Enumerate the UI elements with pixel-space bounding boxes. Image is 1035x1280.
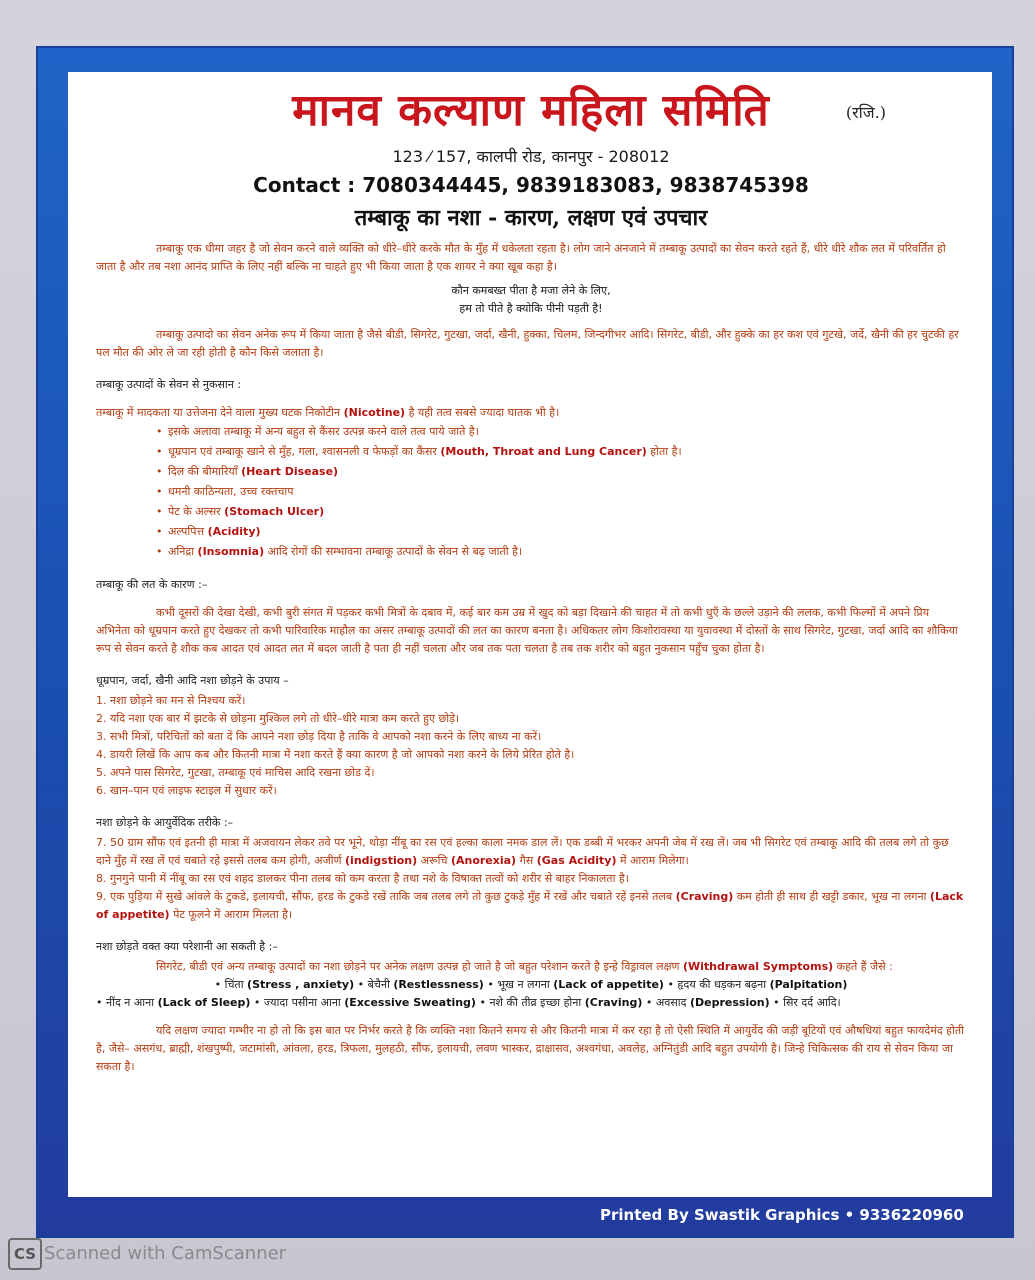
list-item: • धमनी काठिन्यता, उच्च रक्तचाप: [156, 482, 966, 502]
symptom: ज्यादा पसीना आना (Excessive Sweating): [263, 996, 476, 1009]
contact-numbers: Contact : 7080344445, 9839183083, 9838745398: [253, 173, 809, 197]
poster-panel: [68, 72, 992, 1197]
list-item: 2. यदि नशा एक बार में झटके से छोड़ना मुश्किल लगे तो धीरे–धीरे मात्रा कम करते हुए छोड़े।: [96, 712, 460, 725]
couplet-line-1: कौन कमबख्त पीता है मजा लेने के लिए,: [451, 284, 611, 297]
harm-list: [156, 422, 966, 562]
causes-paragraph: कभी दूसरों की देखा देखी, कभी बुरी संगत में पड़कर कभी मित्रों के दबाव में, कई बार कम उम्र में खुद को बड़ा दिखाने की चाहत में तो कभी धुएँ के छल्ले उड़ाने की ललक, कभी फिल्मों में अपने प्रिय अभिनेता को धूम्रपान करते हुए देखकर तो कभी पारिवारिक माहौल का असर तम्बाकू उत्पादों की लत का कारण बनता है। अधिकतर लोग किशोरावस्था या युवावस्था में दोस्तों के साथ सिगरेट, गुटखा, जर्दा आदि का शौकिया रूप से सेवन करते है शौक कब आदत एवं आदत लत में बदल जाती है पता ही नहीं चलता और जब तक पता चलता है तब तक शरीर को बहुत नुकसान पहुँच चुका होता है।: [96, 606, 958, 655]
list-item: 4. डायरी लिखें कि आप कब और कितनी मात्रा में नशा करते हैं क्या कारण है जो आपको नशा करने के लिये प्रेरित होते है।: [96, 748, 575, 761]
symptom: हृदय की धड़कन बढ़ना (Palpitation): [677, 978, 848, 991]
harm-heading: तम्बाकू उत्पादों के सेवन से नुकसान :: [96, 378, 242, 391]
closing-paragraph: यदि लक्षण ज्यादा गम्भीर ना हो तो कि इस बात पर निर्भर करते है कि व्यक्ति नशा कितने समय से और कितनी मात्रा में कर रहा है तो ऐसी स्थिति में आयुर्वेद की जड़ी बूटियों एवं औषधियां बहुत फायदेमंद होती है, जैसे– असगंध, ब्राह्मी, शंखपुष्पी, जटामांसी, आंवला, हरड, त्रिफला, मुलहठी, सौंफ, इलायची, लवण भास्कर, द्राक्षासव, अश्वगंधा, अवलेह, अग्नितुंडी आदि बहुत उपयोगी है। जिन्हे चिकित्सक की राय से सेवन किया जा सकता है।: [96, 1024, 964, 1073]
intro-paragraph: तम्बाकू एक धीमा जहर है जो सेवन करने वाले व्यक्ति को धीरे–धीरे करके मौत के मुँह में धकेलता रहता है। लोग जाने अनजाने में तम्बाकू उत्पादों का सेवन करते रहते हैं, धीरे धीरे शौक लत में परिवर्तित हो जाता है और तब नशा आनंद प्राप्ति के लिए नहीं बल्कि ना चाहते हुए भी किया जाता है एक शायर ने क्या खूब कहा है।: [96, 242, 946, 273]
organization-title: मानव कल्याण महिला समिति: [292, 85, 770, 136]
harm-lead-post: है यही तत्व सबसे ज्यादा घातक भी है।: [405, 406, 560, 419]
withdrawal-paragraph: सिगरेट, बीडी एवं अन्य तम्बाकू उत्पादों का नशा छोड़ने पर अनेक लक्षण उत्पन्न हो जाते है जो बहुत परेशान करते है इन्हे विड्रावल लक्षण (Withdrawal Symptoms) कहते हैं जैसे :: [156, 960, 893, 973]
camscanner-text: Scanned with CamScanner: [44, 1243, 287, 1264]
list-item: 6. खान–पान एवं लाइफ स्टाइल में सुधार करें।: [96, 784, 277, 797]
list-item: 5. अपने पास सिगरेट, गुटखा, तम्बाकू एवं माचिस आदि रखना छोड दें।: [96, 766, 375, 779]
symptom: बेचैनी (Restlessness): [367, 978, 484, 991]
ayurvedic-item-8: 8. गुनगुने पानी में नींबू का रस एवं शहद डालकर पीना तलब को कम करता है तथा नशे के विषाक्त तत्वों को शरीर से बाहर निकालता है।: [96, 872, 629, 885]
list-item: • इसके अलावा तम्बाकू में अन्य बहुत से कैंसर उत्पन्न करने वाले तत्व पाये जाते है।: [156, 422, 966, 442]
list-item: 3. सभी मित्रों, परिचितों को बता दें कि आपने नशा छोड़ दिया है ताकि वे आपको नशा करने के लिए बाध्य ना करें।: [96, 730, 542, 743]
list-item: 1. नशा छोड़ने का मन से निश्चय करें।: [96, 694, 246, 707]
registered-mark: (रजि.): [845, 103, 886, 122]
camscanner-logo-icon: CS: [8, 1238, 42, 1270]
products-paragraph: तम्बाकू उत्पादो का सेवन अनेक रूप में किया जाता है जैसे बीडी, सिगरेट, गुटखा, जर्दा, खैनी, हुक्का, चिलम, जिन्दगीभर आदि। सिगरेट, बीडी, और हुक्के का हर कश एवं गुटखे, जर्दे, खैनी की हर चुटकी हर पल मौत की ओर ले जा रही होती है कौन किसे जलाता है।: [96, 328, 959, 359]
quit-heading: धूम्रपान, जर्दा, खैनी आदि नशा छोड़ने के उपाय –: [96, 674, 289, 687]
symptom: नशे की तीव्र इच्छा होना (Craving): [489, 996, 643, 1009]
list-item: • पेट के अल्सर (Stomach Ulcer): [156, 502, 966, 522]
list-item: • अनिद्रा (Insomnia) आदि रोगों की सम्भावना तम्बाकू उत्पादों के सेवन से बढ़ जाती है।: [156, 542, 966, 562]
symptom: भूख न लगना (Lack of appetite): [497, 978, 664, 991]
address: 123 ⁄ 157, कालपी रोड, कानपुर - 208012: [392, 147, 670, 166]
couplet-line-2: हम तो पीते है क्योकि पीनी पड़ती है!: [459, 302, 603, 315]
withdrawal-heading: नशा छोड़ते वक्त क्या परेशानी आ सकती है :–: [96, 940, 278, 953]
list-item: • धूम्रपान एवं तम्बाकू खाने से मुँह, गला, श्वासनली व फेफड़ों का कैंसर (Mouth, Throat and Lung Cancer) होता है।: [156, 442, 966, 462]
harm-lead-en: (Nicotine): [343, 406, 406, 419]
list-item: • अल्पपित्त (Acidity): [156, 522, 966, 542]
quit-list: [96, 692, 966, 800]
ayurvedic-item-7: 7. 50 ग्राम सौंफ एवं इतनी ही मात्रा में अजवायन लेकर तवे पर भूने, थोड़ा नींबू का रस एवं हल्का काला नमक डाल लें। एक डब्बी में भरकर अपनी जेब में रख लें। जब भी सिगरेट एवं तम्बाकू आदि की तलब लगे तो कुछ दाने मुँह में रख लें एवं चबाते रहे इससे तलब कम होगी, अजीर्ण (indigstion) अरूचि (Anorexia) गैस (Gas Acidity) में आराम मिलेगा।: [96, 836, 949, 867]
ayurvedic-heading: नशा छोड़ने के आयुर्वेदिक तरीके :–: [96, 816, 234, 829]
symptom: सिर दर्द आदि।: [783, 996, 841, 1009]
symptom: नींद न आना (Lack of Sleep): [106, 996, 251, 1009]
poster-subtitle: तम्बाकू का नशा - कारण, लक्षण एवं उपचार: [354, 205, 708, 231]
symptoms-row-2: • नींद न आना (Lack of Sleep) • ज्यादा पसीना आना (Excessive Sweating) • नशे की तीव्र इच्छा होना (Craving) • अवसाद (Depression) • सिर दर्द आदि।: [96, 996, 841, 1009]
harm-lead: [96, 404, 966, 422]
list-item: • दिल की बीमारियाँ (Heart Disease): [156, 462, 966, 482]
printer-credit: Printed By Swastik Graphics • 9336220960: [600, 1206, 964, 1224]
causes-heading: तम्बाकू की लत के कारण :–: [96, 578, 208, 591]
symptoms-row-1: • चिंता (Stress , anxiety) • बेचैनी (Restlessness) • भूख न लगना (Lack of appetite) • हृदय की धड़कन बढ़ना (Palpitation): [214, 978, 848, 991]
couplet: [96, 282, 966, 318]
symptom: अवसाद (Depression): [655, 996, 770, 1009]
harm-lead-text: तम्बाकू में मादकता या उत्तेजना देने वाला मुख्य घटक निकोटीन: [96, 406, 344, 419]
ayurvedic-item-9: 9. एक पुड़िया में सुखे आंवले के टुकडे, इलायची, सौंफ, हरड के टुकडे रखें ताकि जब तलब लगे तो कुछ टुकड़े मुँह में रखें और चबाते रहें इनसे तलब (Craving) कम होती ही साथ ही खट्टी डकार, भूख ना लगना (Lack of appetite) पेट फूलने में आराम मिलता है।: [96, 890, 964, 921]
camscanner-watermark: [8, 1238, 286, 1270]
title-row: [96, 82, 966, 140]
symptom: चिंता (Stress , anxiety): [224, 978, 355, 991]
